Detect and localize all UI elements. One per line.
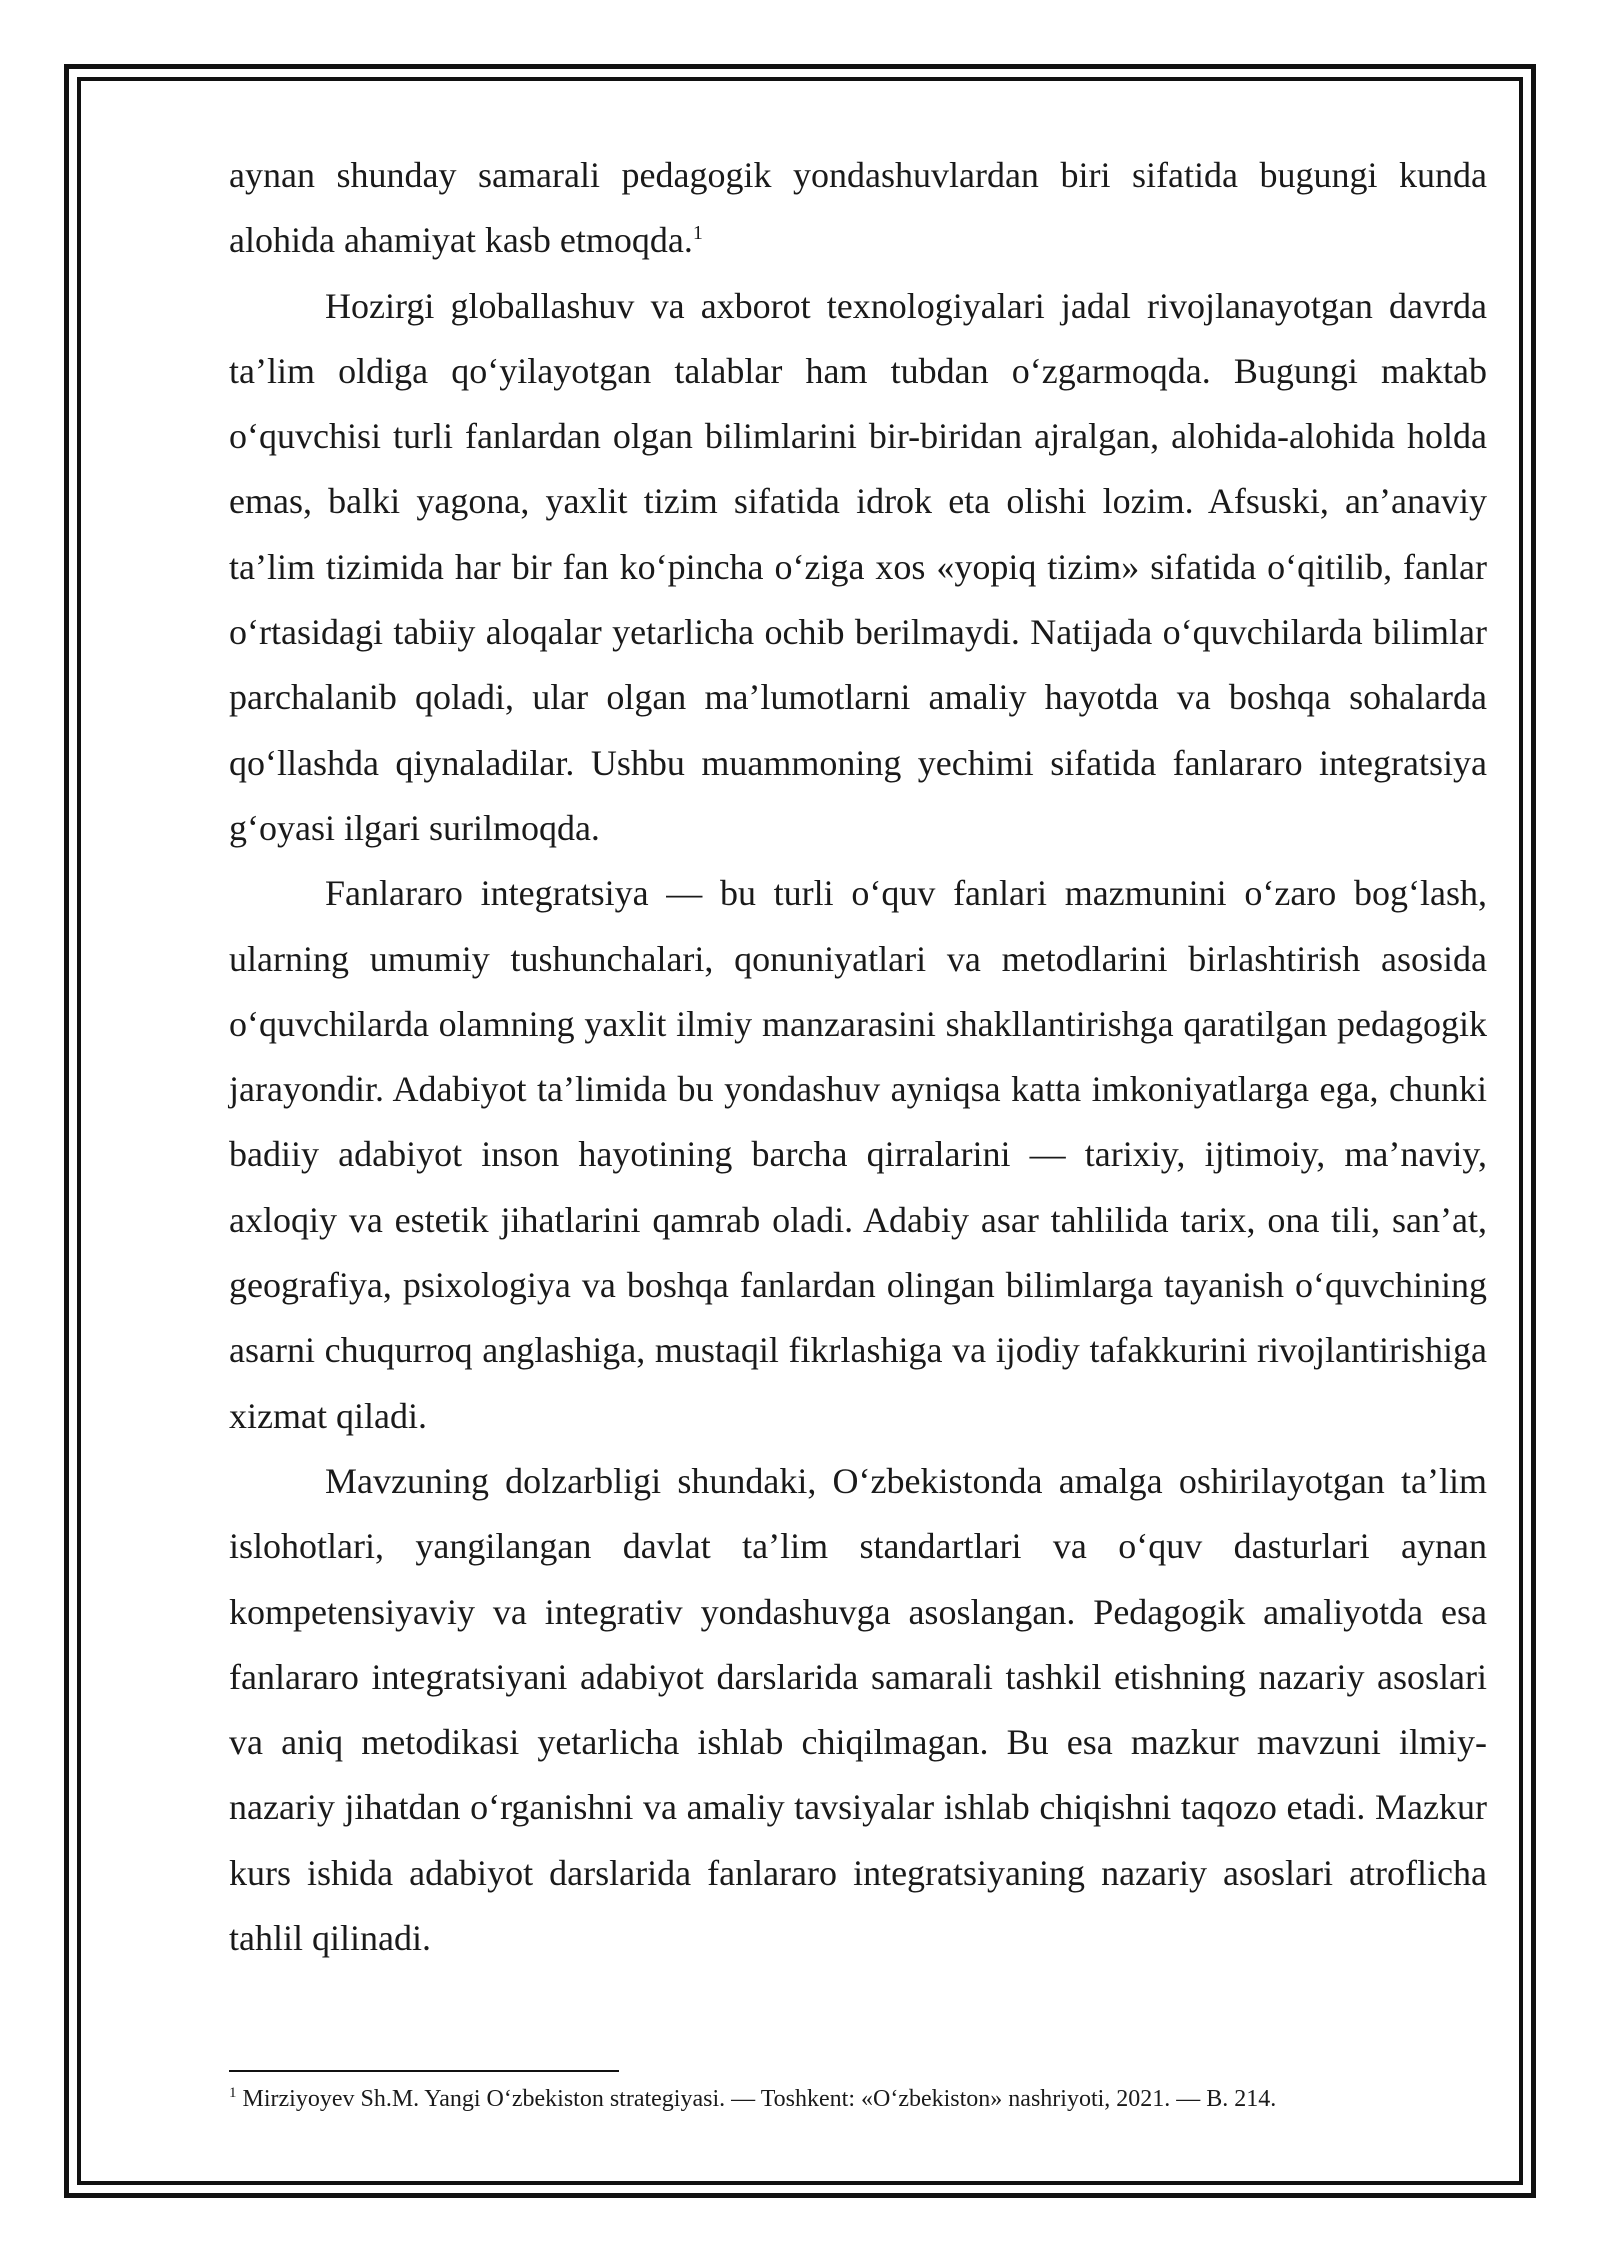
footnote-text: Mirziyoyev Sh.M. Yangi O‘zbekiston strategiyasi. — Toshkent: «O‘zbekiston» nashriyoti, 2021. — B. 214. [242, 2086, 1277, 2112]
paragraph-topic-relevance: Mavzuning dolzarbligi shundaki, O‘zbekistonda amalga oshirilayotgan ta’lim islohotlari, yangilangan davlat ta’lim standartlari va o‘quv dasturlari aynan kompetensiyaviy va integrativ yondashuvga asoslangan. Pedagogik amaliyotda esa fanlararo integratsiyani adabiyot darslarida samarali tashkil etishning nazariy asoslari va aniq metodikasi yetarlicha ishlab chiqilmagan. Bu esa mazkur mavzuni ilmiy-nazariy jihatdan o‘rganishni va amaliy tavsiyalar ishlab chiqishni taqozo etadi. Mazkur kurs ishida adabiyot darslarida fanlararo integratsiyaning nazariy asoslari atroflicha tahlil qilinadi. [229, 1460, 1487, 1959]
document-body [229, 143, 1487, 1971]
footnote-reference: 1 [692, 222, 703, 245]
paragraph-integration-definition: Fanlararo integratsiya — bu turli o‘quv fanlari mazmunini o‘zaro bog‘lash, ularning umumiy tushunchalari, qonuniyatlari va metodlarini birlashtirish asosida o‘quvchilarda olamning yaxlit ilmiy manzarasini shakllantirishga qaratilgan pedagogik jarayondir. Adabiyot ta’limida bu yondashuv ayniqsa katta imkoniyatlarga ega, chunki badiiy adabiyot inson hayotining barcha qirralarini — tarixiy, ijtimoiy, ma’naviy, axloqiy va estetik jihatlarini qamrab oladi. Adabiy asar tahlilida tarix, ona tili, san’at, geografiya, psixologiya va boshqa fanlardan olingan bilimlarga tayanish o‘quvchining asarni chuqurroq anglashiga, mustaqil fikrlashiga va ijodiy tafakkurini rivojlantirishiga xizmat qiladi. [229, 873, 1487, 1436]
paragraph-text: aynan shunday samarali pedagogik yondashuvlardan biri sifatida bugungi kunda alohida ahamiyat kasb etmoqda. [229, 155, 1487, 261]
footnote [229, 2082, 1487, 2116]
footnote-number: 1 [229, 2085, 237, 2101]
paragraph-globalization: Hozirgi globallashuv va axborot texnologiyalari jadal rivojlanayotgan davrda ta’lim oldiga qo‘yilayotgan talablar ham tubdan o‘zgarmoqda. Bugungi maktab o‘quvchisi turli fanlardan olgan bilimlarini bir-biridan ajralgan, alohida-alohida holda emas, balki yagona, yaxlit tizim sifatida idrok eta olishi lozim. Afsuski, an’anaviy ta’lim tizimida har bir fan ko‘pincha o‘ziga xos «yopiq tizim» sifatida o‘qitilib, fanlar o‘rtasidagi tabiiy aloqalar yetarlicha ochib berilmaydi. Natijada o‘quvchilarda bilimlar parchalanib qoladi, ular olgan ma’lumotlarni amaliy hayotda va boshqa sohalarda qo‘llashda qiynaladilar. Ushbu muammoning yechimi sifatida fanlararo integratsiya g‘oyasi ilgari surilmoqda. [229, 285, 1487, 848]
paragraph-continuation [229, 143, 1487, 274]
footnote-separator [229, 2070, 619, 2072]
